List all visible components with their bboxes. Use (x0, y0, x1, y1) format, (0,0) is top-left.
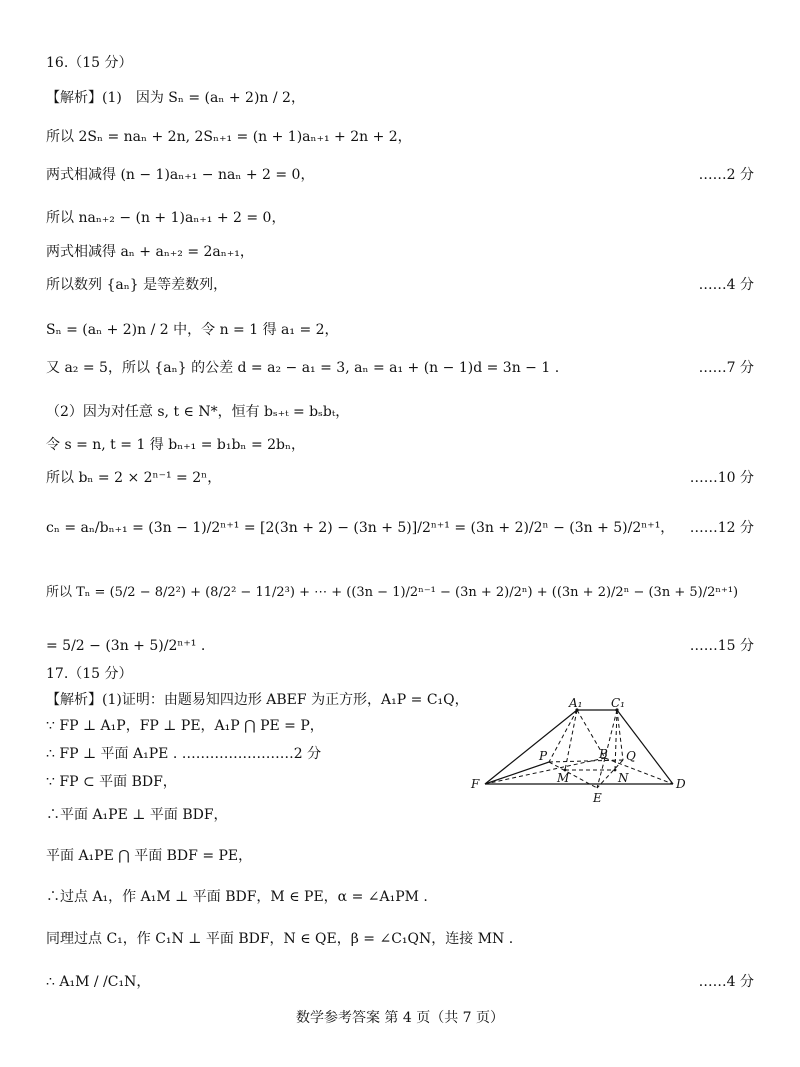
q16-line-9: （2）因为对任意 s, t ∈ N*，恒有 bₛ₊ₜ = bₛbₜ， (46, 404, 350, 420)
q16-line-10: 令 s = n, t = 1 得 bₙ₊₁ = b₁bₙ = 2bₙ， (46, 437, 306, 453)
dash-C1-N (615, 710, 617, 770)
q17-line-3: ∴ FP ⊥ 平面 A₁PE . ……………………2 分 (46, 746, 322, 762)
page-footer: 数学参考答案 第 4 页（共 7 页） (295, 1010, 505, 1026)
q16-score-15: ……15 分 (689, 638, 754, 654)
q16-line-5: 两式相减得 aₙ + aₙ₊₂ = 2aₙ₊₁， (46, 244, 254, 260)
q16-line-13: 所以 Tₙ = (5/2 − 8/2²) + (8/2² − 11/2³) + ⋯ + ((3n − 1)/2ⁿ⁻¹ − (3n + 2)/2ⁿ) + ((3n + 2)/2ⁿ − (3n + 5)/2ⁿ⁺¹) (46, 585, 739, 600)
q16-line-6: 所以数列 {aₙ} 是等差数列， (46, 277, 228, 293)
q16-line-4: 所以 naₙ₊₂ − (n + 1)aₙ₊₁ + 2 = 0， (46, 210, 286, 226)
q17-score-4: ……4 分 (698, 974, 754, 990)
q16-line-11: 所以 bₙ = 2 × 2ⁿ⁻¹ = 2ⁿ， (46, 470, 222, 486)
q17-line-2: ∵ FP ⊥ A₁P，FP ⊥ PE，A₁P ⋂ PE = P， (46, 718, 324, 734)
q16-score-12: ……12 分 (689, 520, 754, 536)
label-M: M (557, 771, 570, 785)
q17-line-9: ∴ A₁M / /C₁N， (46, 974, 151, 990)
q16-line-14: = 5/2 − (3n + 5)/2ⁿ⁺¹ . (46, 638, 206, 654)
q17-line-4: ∵ FP ⊂ 平面 BDF， (46, 774, 177, 790)
q17-line-1: 【解析】(1)证明：由题易知四边形 ABEF 为正方形，A₁P = C₁Q， (46, 692, 469, 708)
point-N (614, 769, 617, 772)
label-P: P (539, 749, 548, 763)
q16-line-1: 【解析】(1) 因为 Sₙ = (aₙ + 2)n / 2， (46, 90, 305, 106)
label-N: N (618, 771, 629, 785)
q16-line-3: 两式相减得 (n − 1)aₙ₊₁ − naₙ + 2 = 0， (46, 167, 315, 183)
label-E: E (593, 791, 602, 805)
q16-line-7: Sₙ = (aₙ + 2)n / 2 中，令 n = 1 得 a₁ = 2， (46, 322, 339, 338)
q16-score-10: ……10 分 (689, 470, 754, 486)
q17-line-7: ∴过点 A₁，作 A₁M ⊥ 平面 BDF，M ∈ PE，α = ∠A₁PM . (46, 889, 428, 905)
q16-line-12: cₙ = aₙ/bₙ₊₁ = (3n − 1)/2ⁿ⁺¹ = [2(3n + 2) − (3n + 5)]/2ⁿ⁺¹ = (3n + 2)/2ⁿ − (3n + 5)/2ⁿ⁺¹， (46, 520, 675, 536)
q17-line-6: 平面 A₁PE ⋂ 平面 BDF = PE， (46, 848, 253, 864)
geometry-figure (465, 692, 695, 807)
label-B: B (599, 747, 608, 761)
q17-line-8: 同理过点 C₁，作 C₁N ⊥ 平面 BDF，N ∈ QE，β = ∠C₁QN，连接 MN . (46, 931, 514, 947)
label-C1: C₁ (611, 696, 625, 710)
q16-line-8: 又 a₂ = 5，所以 {aₙ} 的公差 d = a₂ − a₁ = 3, aₙ = a₁ + (n − 1)d = 3n − 1 . (46, 360, 560, 376)
label-D: D (676, 777, 686, 791)
label-Q: Q (626, 749, 636, 763)
q16-score-2: ……2 分 (698, 167, 754, 183)
label-F: F (471, 777, 480, 791)
edge-F-P (485, 762, 549, 784)
q16-line-2: 所以 2Sₙ = naₙ + 2n, 2Sₙ₊₁ = (n + 1)aₙ₊₁ + 2n + 2， (46, 129, 412, 145)
q16-header: 16.（15 分） (46, 55, 133, 71)
q16-score-4: ……4 分 (698, 277, 754, 293)
label-A1: A₁ (569, 696, 583, 710)
q17-header: 17.（15 分） (46, 666, 133, 682)
dash-A1-P (549, 710, 577, 762)
q17-line-5: ∴平面 A₁PE ⊥ 平面 BDF， (46, 807, 228, 823)
q16-score-7: ……7 分 (698, 360, 754, 376)
